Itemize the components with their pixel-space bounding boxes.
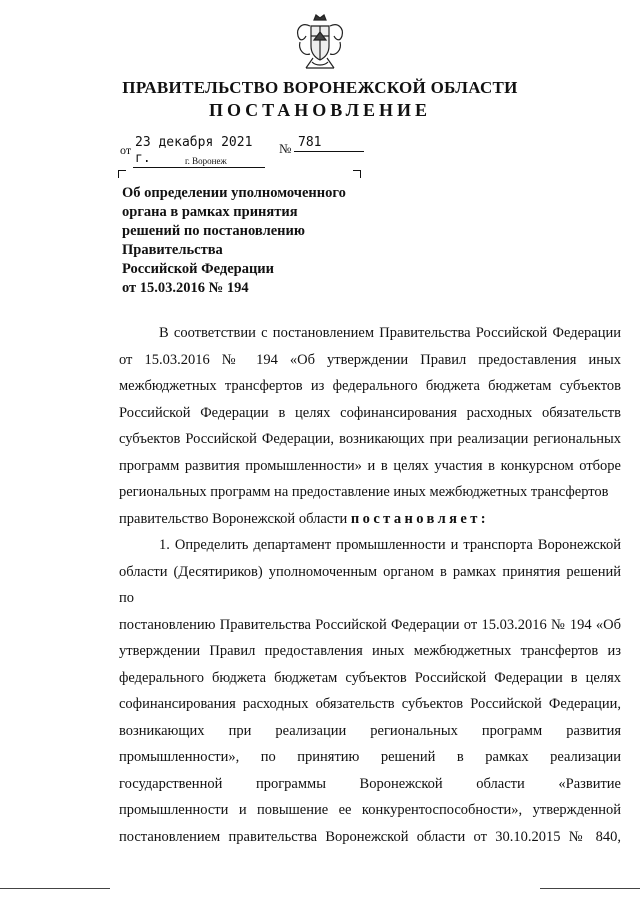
footer-rule-right — [540, 888, 640, 889]
number-field: 781 — [294, 135, 364, 152]
body-line: Российской Федерации в целях софинансирования расходных обязательств — [119, 404, 621, 421]
body-line: В соответствии с постановлением Правительства Российской Федерации — [159, 325, 621, 341]
body-line: промышленности», по принятию решений в рамках реализации — [119, 749, 621, 765]
date-prefix: от — [120, 143, 132, 157]
body-line-resolves — [119, 506, 621, 533]
resolves-word: постановляет: — [350, 510, 489, 527]
body-line: постановлению Правительства Российской Федерации от 15.03.2016 № 194 «Об — [119, 616, 621, 633]
body-line: межбюджетных трансфертов из федерального бюджета бюджетам субъектов — [119, 378, 621, 394]
footer-rule-left — [0, 888, 110, 889]
subject-block — [122, 184, 372, 298]
body-line: программ развития промышленности» и в целях участия в конкурсном отборе — [119, 457, 621, 474]
body-line: постановлением правительства Воронежской области от 30.10.2015 № 840, — [119, 828, 621, 845]
body-line: региональных программ на предоставление иных межбюджетных трансфертов — [119, 484, 609, 500]
number-prefix: № — [279, 141, 292, 156]
subject-corner-right — [353, 170, 361, 178]
body-line: федерального бюджета бюджетам субъектов Российской Федерации в целях — [119, 669, 621, 686]
body-line: от 15.03.2016 № 194 «Об утверждении Правил предоставления иных — [119, 351, 621, 368]
body-line: государственной программы Воронежской области «Развитие — [119, 775, 621, 792]
document-type-title: ПОСТАНОВЛЕНИЕ — [208, 100, 432, 120]
city-label: г. Воронеж — [185, 156, 227, 166]
subject-line: решений по постановлению — [122, 223, 305, 239]
body-line: утверждении Правил предоставления иных межбюджетных трансфертов из — [119, 643, 621, 659]
subject-line: Российской Федерации — [122, 261, 275, 277]
item-1-paragraph — [119, 532, 621, 850]
organization-title: ПРАВИТЕЛЬСТВО ВОРОНЕЖСКОЙ ОБЛАСТИ — [122, 78, 518, 97]
body-line: возникающих при реализации региональных программ развития — [119, 722, 621, 739]
body-line: 1. Определить департамент промышленности и транспорта Воронежской — [159, 537, 621, 553]
subject-line: Правительства — [122, 242, 223, 258]
body-line: субъектов Российской Федерации, возникающих при реализации региональных — [119, 431, 621, 447]
document-body — [119, 320, 621, 850]
coat-of-arms-emblem — [292, 12, 348, 76]
subject-line: от 15.03.2016 № 194 — [122, 280, 249, 296]
subject-line: Об определении уполномоченного — [122, 185, 346, 201]
subject-line: органа в рамках принятия — [122, 204, 298, 220]
body-line: области (Десятириков) уполномоченным органом в рамках принятия решений по — [119, 563, 621, 606]
body-line: промышленности и повышение ее конкурентоспособности», утвержденной — [119, 802, 621, 818]
subject-corner-left — [118, 170, 126, 178]
date-field: 23 декабря 2021 г. — [133, 135, 265, 168]
preamble-paragraph — [119, 320, 621, 532]
body-line: софинансирования расходных обязательств субъектов Российской Федерации, — [119, 696, 621, 712]
resolves-subject: правительство Воронежской области — [119, 510, 351, 527]
